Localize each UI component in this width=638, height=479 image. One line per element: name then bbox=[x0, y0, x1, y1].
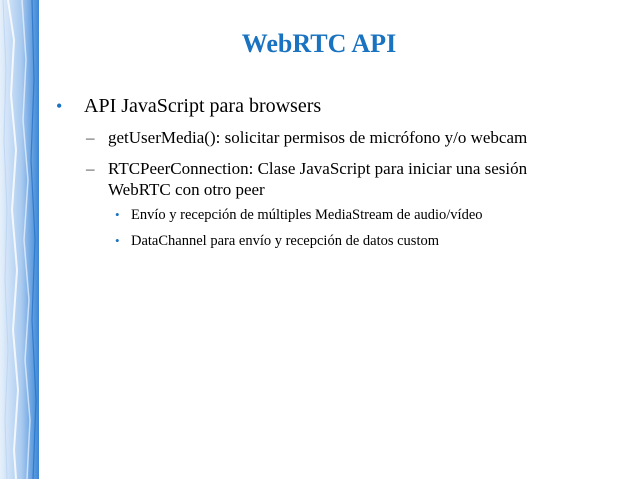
bullet-rtcpeerconnection-line2: WebRTC con otro peer bbox=[108, 180, 265, 199]
decorative-left-band bbox=[0, 0, 39, 479]
bullet-marker-level1: • bbox=[56, 96, 63, 116]
bullet-rtcpeerconnection-line1: RTCPeerConnection: Clase JavaScript para iniciar una sesión bbox=[108, 159, 528, 178]
bullet-api-javascript: API JavaScript para browsers bbox=[84, 95, 322, 117]
bullet-marker-level2: – bbox=[86, 128, 95, 147]
bullet-marker-level2: – bbox=[86, 159, 95, 178]
bullet-marker-level3: • bbox=[115, 207, 120, 222]
bullet-datachannel: DataChannel para envío y recepción de datos custom bbox=[131, 233, 440, 249]
slide-title: WebRTC API bbox=[241, 29, 397, 58]
bullet-getusermedia: getUserMedia(): solicitar permisos de micrófono y/o webcam bbox=[108, 128, 528, 147]
bullet-envio-mediastream: Envío y recepción de múltiples MediaStream de audio/vídeo bbox=[131, 207, 483, 223]
bullet-marker-level3: • bbox=[115, 233, 120, 248]
